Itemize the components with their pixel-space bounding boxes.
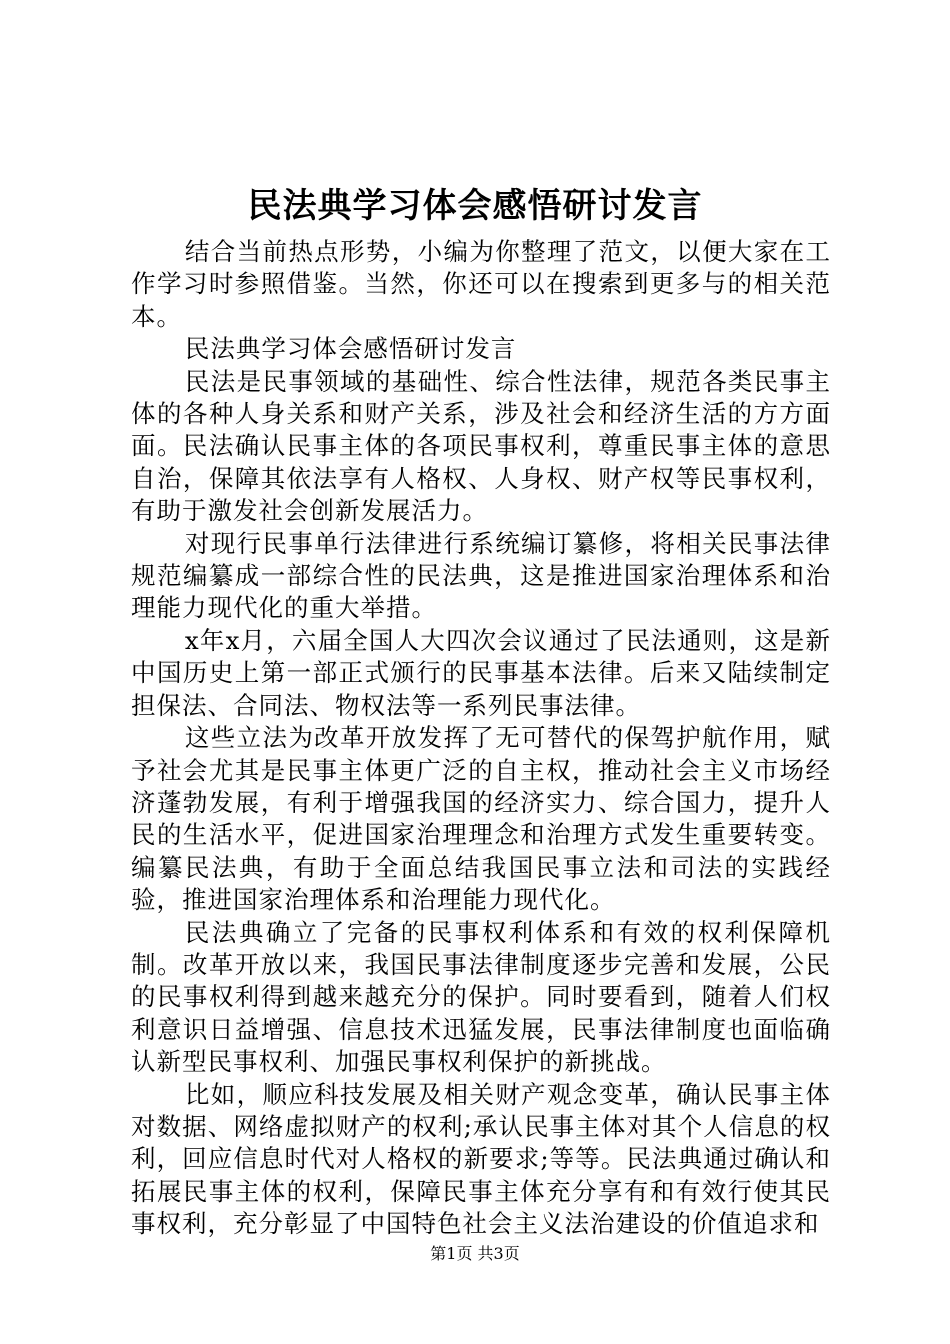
paragraph: 对现行民事单行法律进行系统编订纂修，将相关民事法律规范编纂成一部综合性的民法典，这是推进国家治理体系和治理能力现代化的重大举措。 <box>131 528 831 623</box>
paragraph-subtitle: 民法典学习体会感悟研讨发言 <box>184 334 517 364</box>
paragraph: 比如，顺应科技发展及相关财产观念变革，确认民事主体对数据、网络虚拟财产的权利;承认民事主体对其个人信息的权利，回应信息时代对人格权的新要求;等等。民法典通过确认和拓展民事主体的权利，保障民事主体充分享有和有效行使其民事权利，充分彰显了中国特色社会主义法治建设的价值追求和 <box>131 1079 831 1239</box>
paragraph-intro: 结合当前热点形势，小编为你整理了范文，以便大家在工作学习时参照借鉴。当然，你还可以在搜索到更多与的相关范本。 <box>131 237 831 331</box>
document-title: 民法典学习体会感悟研讨发言 <box>247 186 703 226</box>
paragraph: x年x月，六届全国人大四次会议通过了民法通则，这是新中国历史上第一部正式颁行的民事基本法律。后来又陆续制定担保法、合同法、物权法等一系列民事法律。 <box>131 625 831 720</box>
paragraph: 这些立法为改革开放发挥了无可替代的保驾护航作用，赋予社会尤其是民事主体更广泛的自主权，推动社会主义市场经济蓬勃发展，有利于增强我国的经济实力、综合国力，提升人民的生活水平，促进国家治理理念和治理方式发生重要转变。编纂民法典，有助于全面总结我国民事立法和司法的实践经验，推进国家治理体系和治理能力现代化。 <box>131 723 831 915</box>
paragraph: 民法是民事领域的基础性、综合性法律，规范各类民事主体的各种人身关系和财产关系，涉及社会和经济生活的方方面面。民法确认民事主体的各项民事权利，尊重民事主体的意思自治，保障其依法享有人格权、人身权、财产权等民事权利，有助于激发社会创新发展活力。 <box>131 366 831 526</box>
document-body <box>131 236 831 1241</box>
page-number-footer: 第1页 共3页 <box>430 1244 520 1263</box>
paragraph: 民法典确立了完备的民事权利体系和有效的权利保障机制。改革开放以来，我国民事法律制度逐步完善和发展，公民的民事权利得到越来越充分的保护。同时要看到，随着人们权利意识日益增强、信息技术迅猛发展，民事法律制度也面临确认新型民事权利、加强民事权利保护的新挑战。 <box>131 917 831 1077</box>
